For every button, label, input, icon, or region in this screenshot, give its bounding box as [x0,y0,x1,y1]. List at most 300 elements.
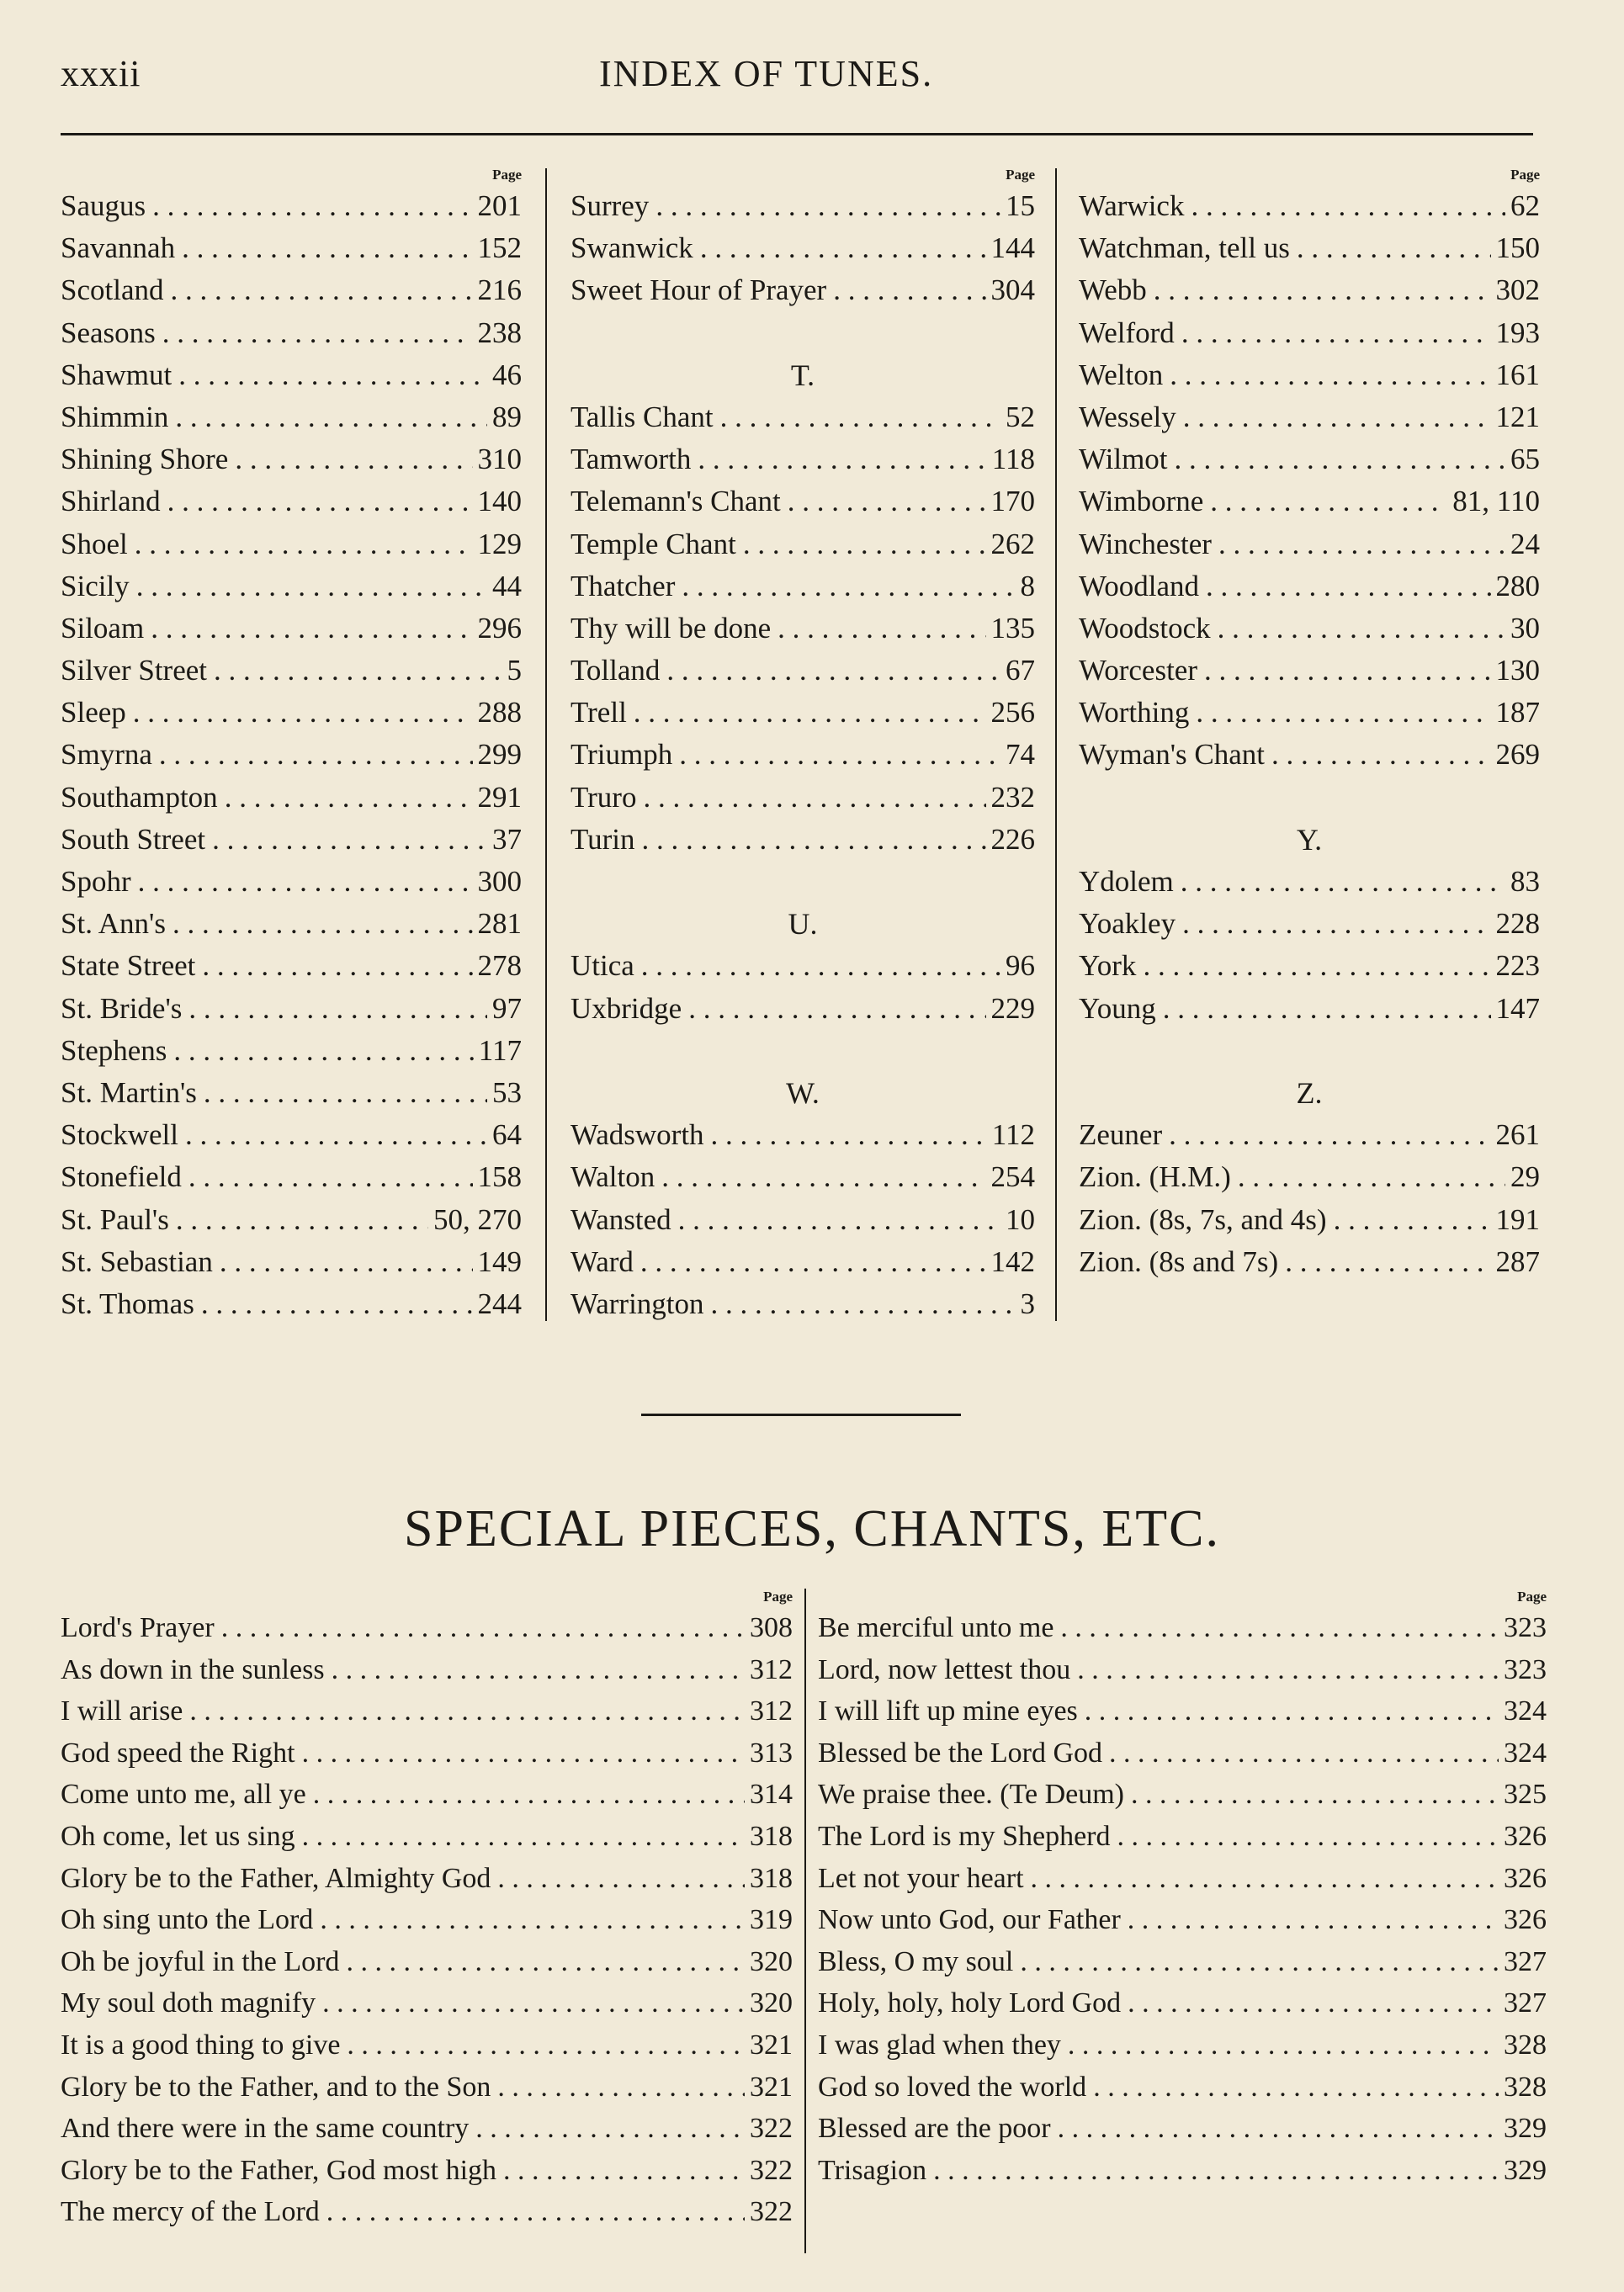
index-entry [61,1858,793,1900]
index-entry [61,2067,793,2109]
dot-leader [671,1199,1000,1241]
index-entry [571,227,1035,269]
entry-name: Worthing [1079,696,1190,730]
entry-name: Savannah [61,231,176,265]
entry-page: 327 [1504,1945,1547,1977]
dot-leader [325,1649,745,1690]
dot-leader [1078,1690,1499,1732]
entry-name: Glory be to the Father, Almighty God [61,1862,491,1894]
dot-leader [1024,1858,1499,1899]
dot-leader [130,565,487,607]
dot-leader [1184,185,1505,227]
index-entry [1079,185,1540,227]
entry-name: Glory be to the Father, God most high [61,2154,497,2186]
index-entry [61,1774,793,1816]
dot-leader [183,1690,745,1732]
entry-page: 5 [507,654,522,687]
entry-name: Zion. (8s, 7s, and 4s) [1079,1202,1327,1236]
entry-name: Utica [571,949,634,983]
index-entry [61,777,522,819]
entry-page: 326 [1504,1904,1547,1936]
entry-page: 121 [1495,400,1540,433]
dot-leader [1147,269,1491,311]
index-entry [61,861,522,903]
page-title: INDEX OF TUNES. [599,53,934,94]
spacer [571,312,1035,354]
index-entry [818,1899,1547,1941]
entry-name: Walton [571,1160,655,1194]
entry-name: Zion. (H.M.) [1079,1160,1231,1194]
entry-name: St. Paul's [61,1202,169,1236]
dot-leader [156,312,473,354]
entry-name: Shining Shore [61,443,229,476]
entry-page: 30 [1510,611,1540,645]
index-entry [61,523,522,565]
entry-name: Zeuner [1079,1118,1163,1152]
entry-name: Come unto me, all ye [61,1779,306,1811]
entry-page: 130 [1495,654,1540,687]
entry-page: 29 [1510,1160,1540,1194]
entry-page: 312 [750,1653,793,1685]
dot-leader [1199,565,1491,607]
entry-name: Wessely [1079,400,1176,433]
dot-leader [161,480,473,523]
index-entry [1079,650,1540,692]
dot-leader [339,1941,745,1982]
entry-page: 52 [1006,400,1035,433]
entry-name: Stockwell [61,1118,178,1152]
index-entry [61,988,522,1030]
dot-leader [1121,1982,1499,2024]
dot-leader [146,185,472,227]
entry-page: 323 [1504,1612,1547,1643]
dot-leader [634,945,1000,987]
index-entry [571,523,1035,565]
index-entry [61,1072,522,1114]
index-entry [61,1283,522,1325]
dot-leader [1327,1199,1491,1241]
entry-list [1079,185,1540,1283]
index-entry [818,1649,1547,1691]
entry-page: 24 [1510,527,1540,560]
index-entry [571,565,1035,607]
entry-page: 67 [1006,654,1035,687]
index-entry [61,2024,793,2067]
dot-leader [1278,1241,1490,1283]
dot-leader [195,945,472,987]
dot-leader [1231,1156,1505,1198]
entry-page: 261 [1495,1118,1540,1152]
entry-page: 320 [750,1987,793,2019]
entry-page: 228 [1495,907,1540,941]
index-entry [571,480,1035,523]
index-entry [818,1858,1547,1900]
entry-page: 161 [1495,358,1540,391]
entry-name: Blessed are the poor [818,2113,1051,2145]
index-entry [61,1241,522,1283]
entry-page: 313 [750,1737,793,1769]
entry-page: 142 [990,1244,1035,1278]
index-column-2 [571,167,1035,1325]
entry-page: 83 [1510,865,1540,898]
entry-page: 117 [478,1033,522,1067]
entry-name: Welford [1079,316,1175,349]
entry-page: 287 [1495,1244,1540,1278]
dot-leader [168,396,487,438]
entry-page: 322 [750,2113,793,2145]
entry-name: Lord's Prayer [61,1612,215,1643]
entry-name: Shirland [61,485,161,518]
section-letter: W. [786,1075,820,1110]
entry-name: Webb [1079,273,1147,307]
entry-page: 321 [750,2071,793,2103]
entry-page: 318 [750,1862,793,1894]
index-entry [61,396,522,438]
entry-name: Blessed be the Lord God [818,1737,1103,1769]
entry-page: 81, 110 [1452,485,1540,518]
entry-page: 256 [990,696,1035,730]
entry-name: The mercy of the Lord [61,2196,320,2228]
entry-page: 328 [1504,2029,1547,2061]
dot-leader [1168,438,1505,480]
dot-leader [636,777,985,819]
dot-leader [1203,480,1447,523]
entry-page: 325 [1504,1779,1547,1811]
page-column-label: Page [763,1589,793,1605]
entry-name: York [1079,949,1137,983]
entry-name: Zion. (8s and 7s) [1079,1244,1279,1278]
entry-page: 314 [750,1779,793,1811]
entry-page: 254 [990,1160,1035,1194]
entry-page: 191 [1495,1202,1540,1236]
entry-name: Winchester [1079,527,1212,560]
column-divider [804,1589,806,2253]
entry-name: Be merciful unto me [818,1612,1054,1643]
entry-page: 8 [1020,569,1035,602]
index-entry [61,1941,793,1983]
dot-leader [649,185,1000,227]
dot-leader [144,607,472,650]
entry-page: 150 [1495,231,1540,265]
dot-leader [1086,2067,1499,2108]
index-entry [1079,396,1540,438]
dot-leader [1111,1816,1499,1857]
index-entry [1079,565,1540,607]
entry-name: Scotland [61,273,164,307]
dot-leader [469,2108,745,2149]
index-entry [1079,692,1540,734]
page-column-label: Page [1006,167,1035,183]
index-entry [61,2191,793,2233]
entry-page: 310 [477,443,522,476]
entry-name: Wansted [571,1202,671,1236]
index-entry [818,2150,1547,2192]
dot-leader [215,1607,745,1648]
entry-page: 324 [1504,1737,1547,1769]
dot-leader [634,1241,986,1283]
entry-name: St. Martin's [61,1075,197,1109]
entry-name: Telemann's Chant [571,485,781,518]
entry-page: 64 [492,1118,522,1152]
dot-leader [295,1732,745,1774]
index-entry [1079,438,1540,480]
entry-page: 318 [750,1820,793,1852]
entry-name: Glory be to the Father, and to the Son [61,2071,491,2103]
dot-leader [1102,1732,1499,1774]
dot-leader [207,650,502,692]
entry-name: Warrington [571,1287,704,1320]
entry-name: Warwick [1079,189,1185,222]
dot-leader [1176,396,1491,438]
dot-leader [167,1030,473,1072]
index-entry [1079,607,1540,650]
index-entry [61,312,522,354]
entry-name: Sleep [61,696,126,730]
index-entry [571,1283,1035,1325]
dot-leader [1124,1774,1499,1815]
index-entry [1079,861,1540,903]
entry-name: Stephens [61,1033,167,1067]
entry-name: I will arise [61,1695,183,1727]
index-entry [61,227,522,269]
entry-name: I was glad when they [818,2029,1061,2061]
entry-name: Let not your heart [818,1862,1024,1894]
entry-page: 10 [1006,1202,1035,1236]
entry-name: Uxbridge [571,991,682,1025]
dot-leader [169,1199,428,1241]
dot-leader [1290,227,1491,269]
dot-leader [1013,1941,1499,1982]
entry-page: 269 [1495,738,1540,772]
entry-name: God so loved the world [818,2071,1087,2103]
entry-page: 229 [990,991,1035,1025]
entry-page: 288 [477,696,522,730]
dot-leader [1136,945,1490,987]
entry-name: Tolland [571,654,661,687]
entry-page: 296 [477,611,522,645]
entry-list [61,1607,793,2233]
index-entry [61,354,522,396]
entry-page: 135 [990,611,1035,645]
index-entry [1079,1241,1540,1283]
dot-leader [691,438,986,480]
dot-leader [693,227,986,269]
entry-name: Lord, now lettest thou [818,1653,1071,1685]
entry-name: Thatcher [571,569,676,602]
index-entry [61,185,522,227]
index-entry [61,819,522,861]
index-entry [818,2024,1547,2067]
index-entry [818,1816,1547,1858]
dot-leader [1175,312,1491,354]
entry-name: Turin [571,822,635,856]
entry-name: Spohr [61,865,131,898]
entry-name: Surrey [571,189,650,222]
entry-page: 201 [477,189,522,222]
entry-page: 65 [1510,443,1540,476]
dot-leader [178,1114,487,1156]
index-entry [818,1690,1547,1732]
page-column-label: Page [492,167,522,183]
entry-page: 302 [1495,273,1540,307]
index-entry [571,438,1035,480]
index-entry [61,1816,793,1858]
entry-page: 232 [990,780,1035,814]
entry-page: 262 [990,527,1035,560]
entry-name: Shimmin [61,400,169,433]
index-entry [61,650,522,692]
index-entry [818,2067,1547,2109]
dot-leader [175,227,472,269]
index-entry [571,692,1035,734]
index-entry [1079,354,1540,396]
entry-name: Stonefield [61,1160,182,1194]
section-letter: U. [788,907,818,942]
index-entry [1079,269,1540,311]
entry-name: I will lift up mine eyes [818,1695,1078,1727]
entry-name: Seasons [61,316,156,349]
index-entry [61,1199,522,1241]
section-letter: Y. [1296,822,1323,857]
entry-name: Temple Chant [571,527,736,560]
index-entry [1079,988,1540,1030]
index-entry [571,185,1035,227]
special-column-1 [61,1589,793,2233]
entry-page: 53 [492,1075,522,1109]
entry-name: And there were in the same country [61,2113,470,2145]
entry-page: 244 [477,1287,522,1320]
dot-leader [1053,1607,1499,1648]
index-entry [1079,734,1540,776]
dot-leader [306,1774,745,1815]
entry-name: Triumph [571,738,673,772]
entry-page: 278 [477,949,522,983]
dot-leader [771,607,985,650]
entry-page: 97 [492,991,522,1025]
column-divider [545,168,547,1321]
entry-page: 37 [492,822,522,856]
dot-leader [675,565,1015,607]
entry-page: 327 [1504,1987,1547,2019]
index-entry [571,1241,1035,1283]
entry-page: 74 [1006,738,1035,772]
entry-name: It is a good thing to give [61,2029,341,2061]
dot-leader [1211,607,1505,650]
entry-name: Oh sing unto the Lord [61,1904,314,1936]
index-entry [818,1941,1547,1983]
entry-page: 158 [477,1160,522,1194]
dot-leader [205,819,487,861]
dot-leader [926,2150,1499,2191]
column-divider [1055,168,1057,1321]
entry-name: Bless, O my soul [818,1945,1014,1977]
entry-page: 193 [1495,316,1540,349]
dot-leader [1121,1899,1499,1940]
entry-page: 216 [477,273,522,307]
index-entry [571,269,1035,311]
index-entry [818,1774,1547,1816]
entry-name: Woodland [1079,569,1199,602]
entry-name: We praise thee. (Te Deum) [818,1779,1124,1811]
header-rule [61,133,1533,135]
index-entry [1079,1156,1540,1198]
dot-leader [316,1982,745,2024]
dot-leader [128,523,473,565]
dot-leader [491,1858,745,1899]
dot-leader [197,1072,487,1114]
dot-leader [182,988,487,1030]
entry-name: My soul doth magnify [61,1987,316,2019]
entry-page: 112 [991,1118,1035,1152]
index-entry [61,1732,793,1775]
entry-page: 281 [477,907,522,941]
entry-name: Welton [1079,358,1164,391]
dot-leader [182,1156,473,1198]
entry-name: Wilmot [1079,443,1168,476]
index-entry [61,1690,793,1732]
dot-leader [635,819,986,861]
spacer [571,861,1035,903]
entry-page: 129 [477,527,522,560]
entry-page: 44 [492,569,522,602]
index-entry [1079,480,1540,523]
entry-page: 300 [477,865,522,898]
entry-name: God speed the Right [61,1737,295,1769]
index-entry [571,650,1035,692]
index-entry [818,1607,1547,1649]
index-entry [1079,523,1540,565]
entry-name: Trell [571,696,627,730]
entry-name: Wadsworth [571,1118,704,1152]
entry-name: Thy will be done [571,611,772,645]
entry-name: Oh be joyful in the Lord [61,1945,340,1977]
dot-leader [704,1283,1016,1325]
dot-leader [228,438,472,480]
section-rule [641,1414,961,1416]
dot-leader [218,777,473,819]
page-header [61,52,1533,103]
index-entry [61,2150,793,2192]
index-entry [61,565,522,607]
index-entry [571,945,1035,987]
entry-name: Shoel [61,527,128,560]
dot-leader [295,1816,745,1857]
dot-leader [1163,354,1490,396]
index-entry [61,1030,522,1072]
entry-name: Silver Street [61,654,207,687]
entry-list [61,185,522,1325]
spacer [1079,777,1540,819]
entry-page: 152 [477,231,522,265]
entry-name: Woodstock [1079,611,1211,645]
entry-page: 323 [1504,1653,1547,1685]
dot-leader [1189,692,1490,734]
index-entry [571,396,1035,438]
index-entry [61,692,522,734]
index-entry [61,1899,793,1941]
entry-page: 62 [1510,189,1540,222]
entry-name: Now unto God, our Father [818,1904,1121,1936]
dot-leader [1051,2108,1499,2149]
dot-leader [1265,734,1491,776]
index-entry [61,1649,793,1691]
entry-page: 329 [1504,2113,1547,2145]
dot-leader [826,269,985,311]
index-entry [571,1114,1035,1156]
index-entry [61,734,522,776]
entry-name: Worcester [1079,654,1197,687]
dot-leader [704,1114,987,1156]
